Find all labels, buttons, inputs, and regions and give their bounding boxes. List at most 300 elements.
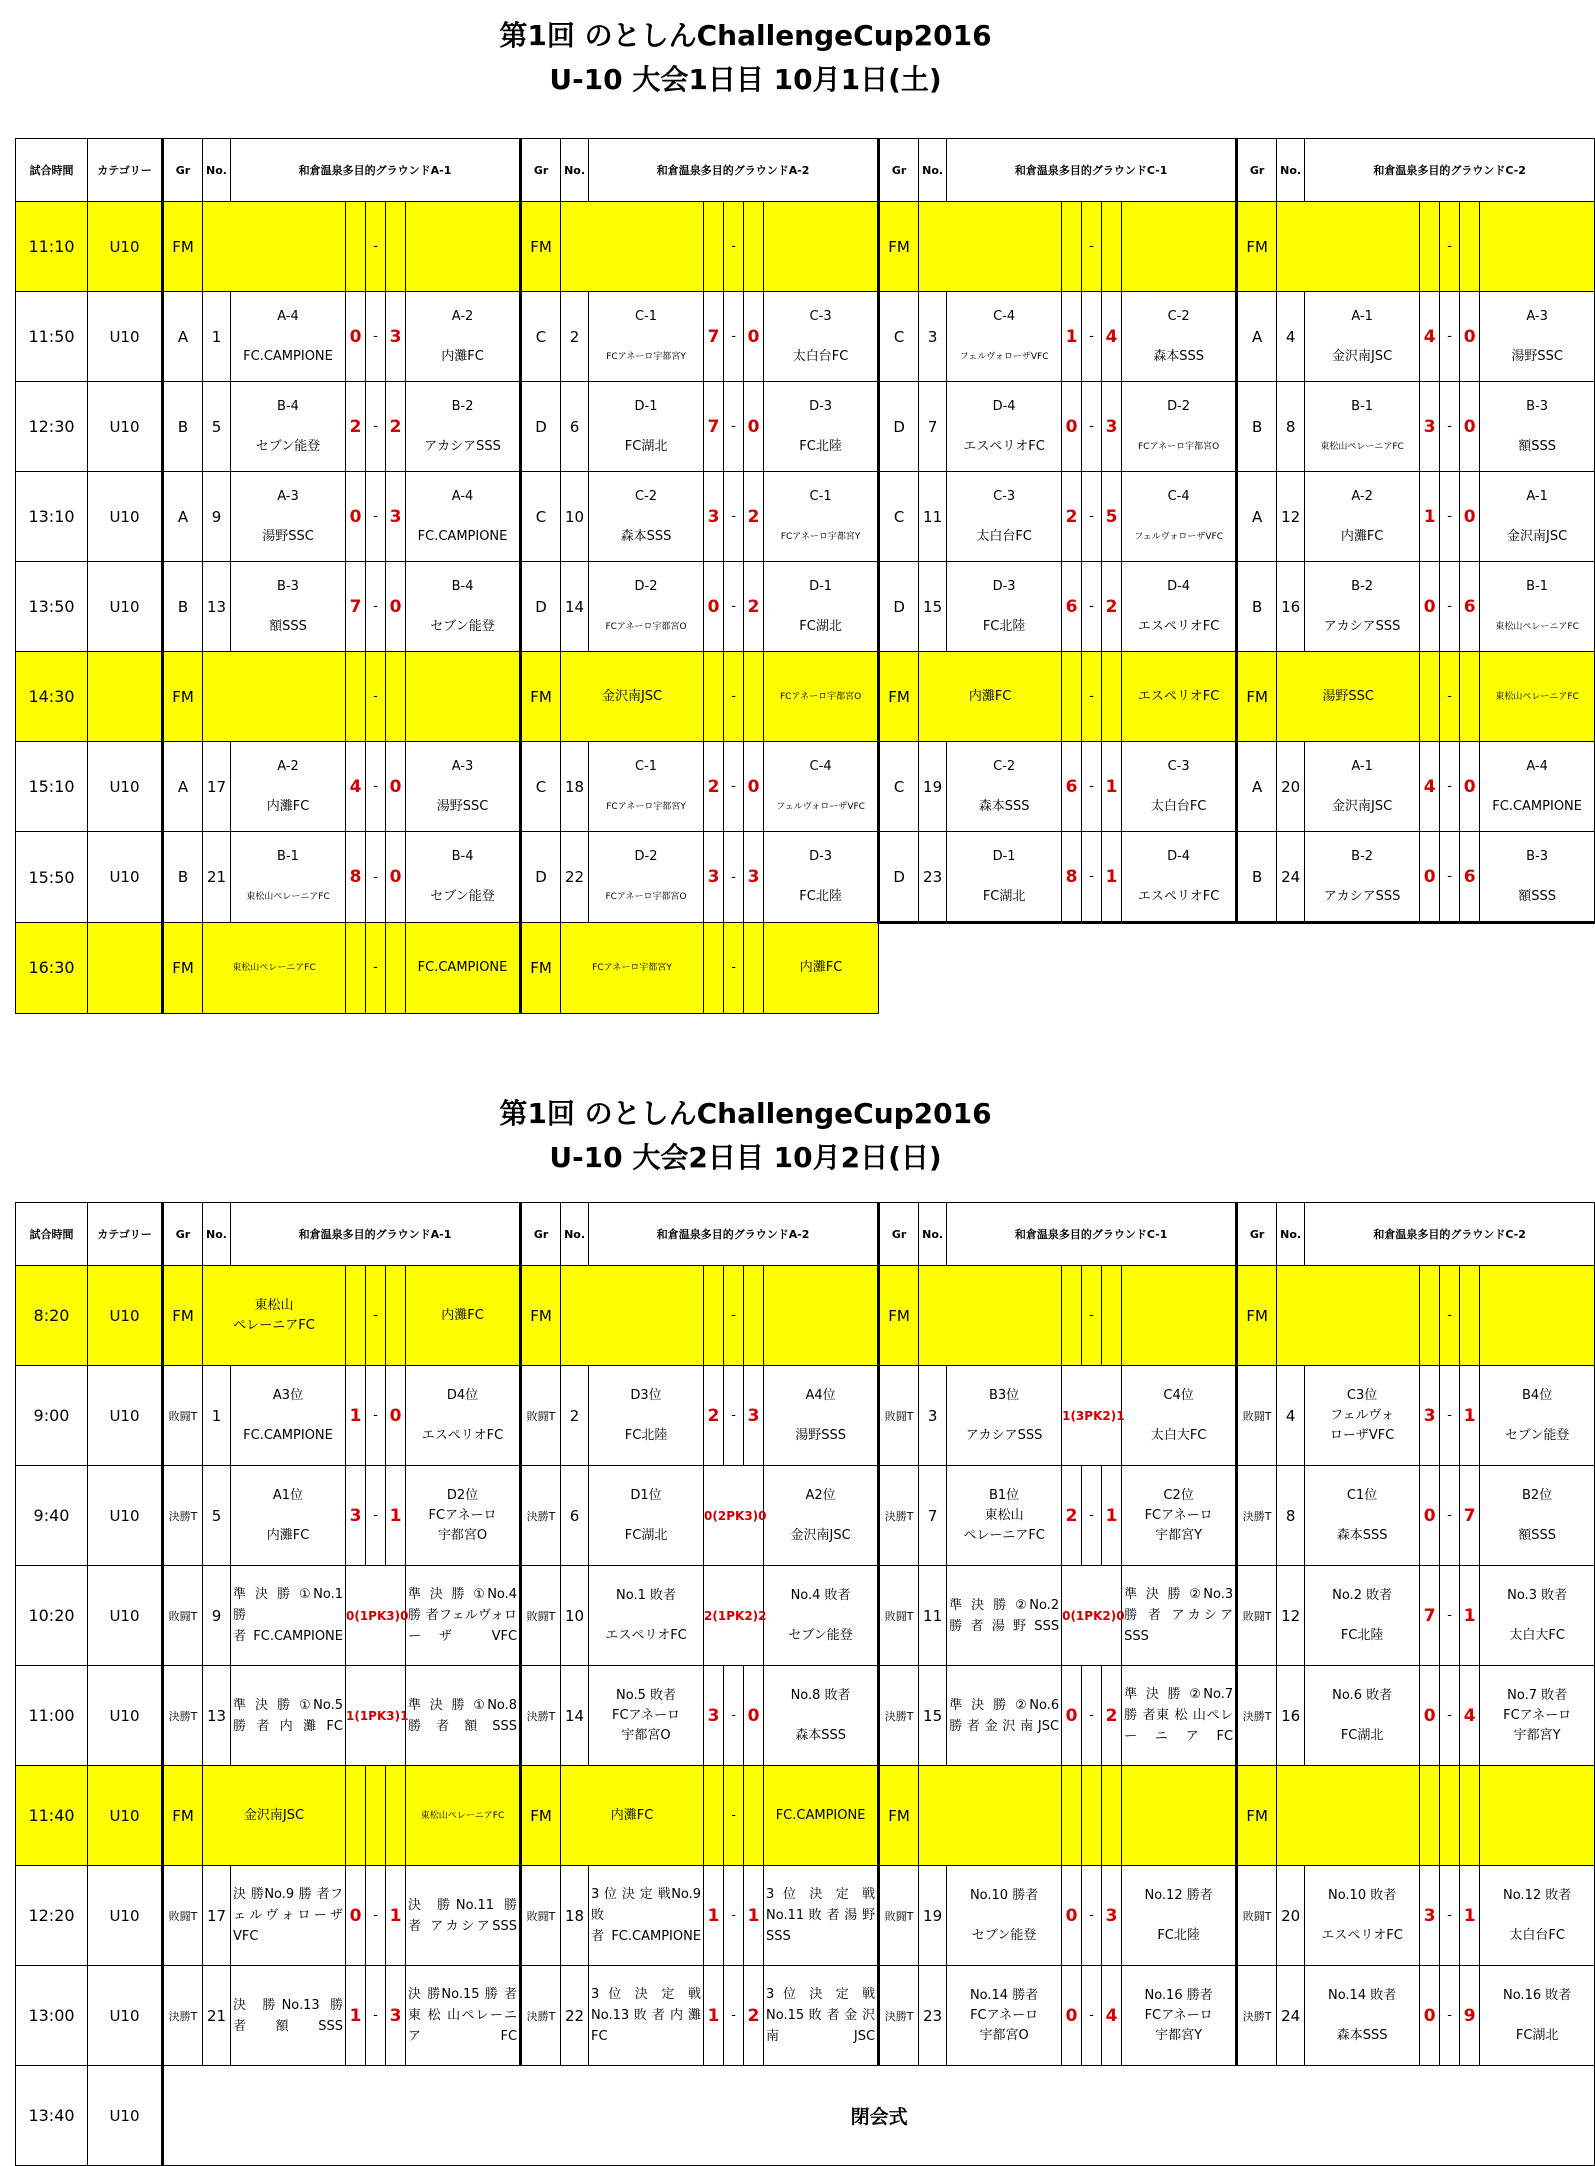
score-cell: [1102, 202, 1122, 292]
header-no: No.: [1277, 1203, 1305, 1266]
score-dash: -: [366, 923, 386, 1014]
score-dash: -: [366, 832, 386, 923]
score-dash: -: [1440, 1466, 1460, 1566]
away-score: 1: [1102, 1466, 1122, 1566]
team-name: 3 位 決 定 戦No.13 敗 者 内 灘 FC: [589, 1966, 704, 2066]
score-cell: [1102, 1766, 1122, 1866]
team-name: C3位 フェルヴォ ローザVFC: [1305, 1366, 1420, 1466]
score-cell: [1062, 202, 1082, 292]
team-name: A-2 内灘FC: [231, 742, 346, 832]
match-time: 12:20: [16, 1866, 88, 1966]
match-number: 6: [561, 382, 589, 472]
match-time: 11:10: [16, 202, 88, 292]
team-name: A-3 湯野SSC: [231, 472, 346, 562]
match-number: 8: [1277, 1466, 1305, 1566]
match-group: FM: [1237, 652, 1277, 742]
team-name: A-4 FC.CAMPIONE: [406, 472, 521, 562]
home-score: 1: [346, 1966, 366, 2066]
match-number: 4: [1277, 1366, 1305, 1466]
match-category: U10: [88, 2066, 163, 2166]
team-name: No.12 勝者 FC北陸: [1122, 1866, 1237, 1966]
match-number: 3: [919, 292, 947, 382]
team-name: 準 決 勝 ①No.4 勝 者フェルヴォローザ VFC: [406, 1566, 521, 1666]
match-number: 2: [561, 1366, 589, 1466]
team-name: B-2 アカシアSSS: [406, 382, 521, 472]
team-name: C-1 FCアネーロ宇都宮Y: [589, 292, 704, 382]
score-cell: [1062, 1766, 1082, 1866]
score-cell: [1460, 1266, 1480, 1366]
team-name: 準 決 勝 ①No.1 勝 者 FC.CAMPIONE: [231, 1566, 346, 1666]
header-no: No.: [561, 139, 589, 202]
team-cell: [406, 652, 521, 742]
team-name: 東松山ペレーニアFC: [406, 1766, 521, 1866]
team-name: 東松山ペレーニアFC: [203, 923, 346, 1014]
team-cell: [203, 202, 346, 292]
match-group: FM: [521, 1766, 561, 1866]
match-number: 9: [203, 472, 231, 562]
away-score: 4: [1102, 1966, 1122, 2066]
match-group: C: [879, 472, 919, 562]
table-row: [16, 923, 1595, 1014]
score-cell: [346, 652, 366, 742]
match-number: 12: [1277, 472, 1305, 562]
team-cell: [1480, 202, 1595, 292]
header-no: No.: [919, 1203, 947, 1266]
team-name: B-3 額SSS: [1480, 382, 1595, 472]
score-dash: -: [1440, 1866, 1460, 1966]
day1-section: [0, 14, 1491, 102]
score-dash: -: [1082, 562, 1102, 652]
match-number: 17: [203, 742, 231, 832]
team-name: D1位 FC湖北: [589, 1466, 704, 1566]
match-score: 0(1PK2)0: [1062, 1566, 1122, 1666]
home-score: 7: [704, 382, 724, 472]
match-number: 23: [919, 832, 947, 923]
match-time: 11:00: [16, 1666, 88, 1766]
score-dash: -: [1082, 652, 1102, 742]
score-cell: [386, 1266, 406, 1366]
team-name: C4位 太白大FC: [1122, 1366, 1237, 1466]
team-cell: [764, 1266, 879, 1366]
score-cell: [386, 923, 406, 1014]
away-score: 0: [1460, 472, 1480, 562]
team-cell: [561, 202, 704, 292]
day2-title-line1: 第1回 のとしんChallengeCup2016: [499, 1097, 992, 1130]
day2-schedule-table: [15, 1202, 1595, 2166]
away-score: 3: [386, 1966, 406, 2066]
team-name: B4位 セブン能登: [1480, 1366, 1595, 1466]
team-name: 準 決 勝 ②No.6 勝 者 金 沢 南 JSC: [947, 1666, 1062, 1766]
match-category: U10: [88, 292, 163, 382]
team-name: D-2 FCアネーロ宇都宮O: [589, 562, 704, 652]
team-cell: [919, 202, 1062, 292]
team-name: No.7 敗者 FCアネーロ 宇都宮Y: [1480, 1666, 1595, 1766]
match-group: A: [163, 742, 203, 832]
team-name: A-3 湯野SSC: [406, 742, 521, 832]
match-number: 15: [919, 562, 947, 652]
header-group: Gr: [1237, 139, 1277, 202]
match-group: 敗闘T: [1237, 1366, 1277, 1466]
header-ground-a2: 和倉温泉多目的グラウンドA-2: [589, 1203, 879, 1266]
match-group: 敗闘T: [521, 1366, 561, 1466]
match-score: 2(1PK2)2: [704, 1566, 764, 1666]
score-cell: [744, 923, 764, 1014]
score-cell: [704, 923, 724, 1014]
team-name: A-1 金沢南JSC: [1305, 742, 1420, 832]
match-number: 19: [919, 742, 947, 832]
team-name: B-4 セブン能登: [231, 382, 346, 472]
table-row: [16, 1466, 1595, 1566]
score-dash: -: [1082, 832, 1102, 923]
match-number: 5: [203, 1466, 231, 1566]
score-cell: [346, 202, 366, 292]
match-group: FM: [521, 202, 561, 292]
header-time: 試合時間: [16, 1203, 88, 1266]
team-name: D-3 FC北陸: [947, 562, 1062, 652]
score-dash: -: [724, 1666, 744, 1766]
score-cell: [386, 652, 406, 742]
header-ground-c2: 和倉温泉多目的グラウンドC-2: [1305, 139, 1595, 202]
team-name: FC.CAMPIONE: [764, 1766, 879, 1866]
match-number: 23: [919, 1966, 947, 2066]
score-cell: [346, 1266, 366, 1366]
home-score: 2: [704, 742, 724, 832]
score-dash: -: [1082, 1266, 1102, 1366]
day2-section: [0, 1092, 1491, 1180]
team-name: No.3 敗者 太白大FC: [1480, 1566, 1595, 1666]
away-score: 0: [744, 742, 764, 832]
score-dash: -: [366, 1466, 386, 1566]
match-group: D: [521, 382, 561, 472]
away-score: 0: [744, 1666, 764, 1766]
team-name: No.4 敗者 セブン能登: [764, 1566, 879, 1666]
match-category: U10: [88, 382, 163, 472]
table-row: [16, 1366, 1595, 1466]
score-cell: [744, 1766, 764, 1866]
team-name: エスペリオFC: [1122, 652, 1237, 742]
away-score: 2: [1102, 1666, 1122, 1766]
away-score: 1: [1102, 832, 1122, 923]
team-name: D-3 FC北陸: [764, 382, 879, 472]
team-name: 準 決 勝 ②No.3 勝 者 アカシアSSS: [1122, 1566, 1237, 1666]
team-name: C-2 森本SSS: [1122, 292, 1237, 382]
header-ground-a2: 和倉温泉多目的グラウンドA-2: [589, 139, 879, 202]
score-dash: -: [366, 562, 386, 652]
match-number: 14: [561, 1666, 589, 1766]
away-score: 5: [1102, 472, 1122, 562]
team-name: 決 勝No.13 勝 者 額 SSS: [231, 1966, 346, 2066]
match-time: 14:30: [16, 652, 88, 742]
match-group: 敗闘T: [521, 1566, 561, 1666]
team-name: B2位 額SSS: [1480, 1466, 1595, 1566]
match-category: U10: [88, 1966, 163, 2066]
match-time: 13:50: [16, 562, 88, 652]
match-group: FM: [879, 652, 919, 742]
score-dash: -: [1440, 1266, 1460, 1366]
team-cell: [561, 1266, 704, 1366]
match-group: 決勝T: [879, 1466, 919, 1566]
team-cell: [919, 1266, 1062, 1366]
match-group: 敗闘T: [879, 1566, 919, 1666]
header-category: カテゴリー: [88, 1203, 163, 1266]
match-group: FM: [163, 1766, 203, 1866]
match-group: FM: [879, 1266, 919, 1366]
team-name: C2位 FCアネーロ 宇都宮Y: [1122, 1466, 1237, 1566]
home-score: 8: [346, 832, 366, 923]
home-score: 2: [704, 1366, 724, 1466]
home-score: 0: [1062, 382, 1082, 472]
score-dash: -: [724, 1266, 744, 1366]
home-score: 6: [1062, 742, 1082, 832]
team-name: D-4 エスペリオFC: [947, 382, 1062, 472]
team-name: 準 決 勝 ①No.5 勝 者 内 灘 FC: [231, 1666, 346, 1766]
header-category: カテゴリー: [88, 139, 163, 202]
score-dash: -: [724, 832, 744, 923]
match-group: FM: [521, 923, 561, 1014]
match-group: FM: [1237, 1766, 1277, 1866]
home-score: 0: [346, 292, 366, 382]
match-number: 20: [1277, 1866, 1305, 1966]
team-name: No.2 敗者 FC北陸: [1305, 1566, 1420, 1666]
score-dash: -: [366, 1966, 386, 2066]
team-name: 3 位 決 定 戦No.15 敗 者 金 沢 南 JSC: [764, 1966, 879, 2066]
team-cell: [203, 652, 346, 742]
match-group: FM: [163, 202, 203, 292]
match-number: 8: [1277, 382, 1305, 472]
match-time: 12:30: [16, 382, 88, 472]
table-row: [16, 1566, 1595, 1666]
header-group: Gr: [521, 139, 561, 202]
match-number: 6: [561, 1466, 589, 1566]
match-number: 11: [919, 1566, 947, 1666]
team-name: 内灘FC: [919, 652, 1062, 742]
table-row: [16, 832, 1595, 923]
away-score: 0: [744, 382, 764, 472]
score-cell: [704, 202, 724, 292]
match-group: 決勝T: [163, 1966, 203, 2066]
header-group: Gr: [879, 139, 919, 202]
header-ground-a1: 和倉温泉多目的グラウンドA-1: [231, 139, 521, 202]
score-cell: [1102, 652, 1122, 742]
home-score: 0: [1420, 562, 1440, 652]
home-score: 0: [1062, 1866, 1082, 1966]
match-group: A: [1237, 292, 1277, 382]
match-group: D: [879, 382, 919, 472]
match-number: 17: [203, 1866, 231, 1966]
team-name: A-1 金沢南JSC: [1305, 292, 1420, 382]
away-score: 6: [1460, 562, 1480, 652]
team-name: C-1 FCアネーロ宇都宮Y: [589, 742, 704, 832]
match-number: 13: [203, 1666, 231, 1766]
match-group: FM: [163, 1266, 203, 1366]
home-score: 8: [1062, 832, 1082, 923]
match-time: 15:50: [16, 832, 88, 923]
home-score: 4: [346, 742, 366, 832]
team-name: A1位 内灘FC: [231, 1466, 346, 1566]
away-score: 4: [1102, 292, 1122, 382]
team-name: D-4 エスペリオFC: [1122, 562, 1237, 652]
home-score: 2: [1062, 1466, 1082, 1566]
score-cell: [1460, 652, 1480, 742]
match-group: A: [1237, 472, 1277, 562]
away-score: 2: [1102, 562, 1122, 652]
team-name: 東松山 ペレーニアFC: [203, 1266, 346, 1366]
header-ground-c1: 和倉温泉多目的グラウンドC-1: [947, 139, 1237, 202]
team-name: No.1 敗者 エスペリオFC: [589, 1566, 704, 1666]
match-group: D: [879, 562, 919, 652]
team-cell: [1480, 1766, 1595, 1866]
score-cell: [1082, 1766, 1102, 1866]
team-name: No.12 敗者 太白台FC: [1480, 1866, 1595, 1966]
score-dash: -: [724, 1366, 744, 1466]
score-dash: -: [366, 472, 386, 562]
score-dash: -: [1082, 292, 1102, 382]
away-score: 9: [1460, 1966, 1480, 2066]
match-group: 決勝T: [879, 1966, 919, 2066]
score-cell: [346, 1766, 366, 1866]
away-score: 1: [386, 1466, 406, 1566]
away-score: 6: [1460, 832, 1480, 923]
away-score: 3: [386, 292, 406, 382]
home-score: 0: [1062, 1666, 1082, 1766]
score-cell: [1420, 202, 1440, 292]
header-time: 試合時間: [16, 139, 88, 202]
score-dash: -: [366, 1866, 386, 1966]
match-number: 24: [1277, 1966, 1305, 2066]
team-cell: [1480, 1266, 1595, 1366]
away-score: 3: [386, 472, 406, 562]
away-score: 2: [744, 1966, 764, 2066]
score-dash: -: [1440, 832, 1460, 923]
match-group: FM: [163, 923, 203, 1014]
match-time: 16:30: [16, 923, 88, 1014]
team-name: D-2 FCアネーロ宇都宮O: [1122, 382, 1237, 472]
team-name: A3位 FC.CAMPIONE: [231, 1366, 346, 1466]
score-dash: -: [366, 742, 386, 832]
match-time: 15:10: [16, 742, 88, 832]
home-score: 0: [1062, 1966, 1082, 2066]
day1-title-line2: U-10 大会1日目 10月1日(土): [549, 63, 942, 96]
team-name: No.8 敗者 森本SSS: [764, 1666, 879, 1766]
away-score: 1: [1460, 1566, 1480, 1666]
match-number: 1: [203, 292, 231, 382]
match-group: FM: [1237, 202, 1277, 292]
home-score: 2: [1062, 472, 1082, 562]
match-group: 敗闘T: [1237, 1566, 1277, 1666]
table-row: [16, 2066, 1595, 2166]
match-group: B: [1237, 562, 1277, 652]
score-cell: [704, 652, 724, 742]
match-group: 決勝T: [1237, 1666, 1277, 1766]
team-name: C-4 フェルヴォローザVFC: [764, 742, 879, 832]
header-group: Gr: [879, 1203, 919, 1266]
match-group: B: [163, 562, 203, 652]
match-number: 7: [919, 1466, 947, 1566]
match-group: FM: [879, 1766, 919, 1866]
team-name: B-4 セブン能登: [406, 562, 521, 652]
score-dash: -: [1440, 652, 1460, 742]
table-row: [16, 1866, 1595, 1966]
home-score: 1: [704, 1966, 724, 2066]
team-name: B-2 アカシアSSS: [1305, 832, 1420, 923]
team-name: D3位 FC北陸: [589, 1366, 704, 1466]
away-score: 0: [386, 742, 406, 832]
header-no: No.: [203, 1203, 231, 1266]
team-name: C1位 森本SSS: [1305, 1466, 1420, 1566]
score-cell: [1062, 1266, 1082, 1366]
header-no: No.: [203, 139, 231, 202]
match-number: 22: [561, 832, 589, 923]
team-name: 3 位 決 定 戦No.9 敗 者 FC.CAMPIONE: [589, 1866, 704, 1966]
home-score: 3: [1420, 1866, 1440, 1966]
header-ground-c1: 和倉温泉多目的グラウンドC-1: [947, 1203, 1237, 1266]
score-dash: -: [724, 472, 744, 562]
score-cell: [744, 1266, 764, 1366]
score-dash: -: [1440, 472, 1460, 562]
score-dash: -: [366, 1366, 386, 1466]
home-score: 3: [704, 472, 724, 562]
team-cell: [764, 202, 879, 292]
score-dash: -: [724, 292, 744, 382]
team-name: C-2 森本SSS: [947, 742, 1062, 832]
home-score: 3: [704, 832, 724, 923]
empty-area: [879, 923, 1595, 1014]
match-group: C: [879, 292, 919, 382]
team-name: No.16 勝者 FCアネーロ 宇都宮Y: [1122, 1966, 1237, 2066]
team-name: No.10 敗者 エスペリオFC: [1305, 1866, 1420, 1966]
match-category: U10: [88, 742, 163, 832]
score-dash: -: [366, 1266, 386, 1366]
match-time: 9:40: [16, 1466, 88, 1566]
away-score: 0: [1460, 292, 1480, 382]
score-dash: -: [1440, 382, 1460, 472]
score-cell: [1420, 1266, 1440, 1366]
score-dash: -: [1440, 562, 1460, 652]
away-score: 7: [1460, 1466, 1480, 1566]
score-dash: -: [724, 1766, 744, 1866]
score-dash: -: [1440, 1966, 1460, 2066]
match-number: 21: [203, 832, 231, 923]
match-group: FM: [1237, 1266, 1277, 1366]
away-score: 0: [1460, 382, 1480, 472]
score-dash: -: [366, 292, 386, 382]
score-dash: -: [1082, 472, 1102, 562]
match-number: 11: [919, 472, 947, 562]
match-time: 11:40: [16, 1766, 88, 1866]
match-number: 1: [203, 1366, 231, 1466]
match-group: FM: [521, 1266, 561, 1366]
team-name: FCアネーロ宇都宮Y: [561, 923, 704, 1014]
header-row: [16, 139, 1595, 202]
team-name: 東松山ペレーニアFC: [1480, 652, 1595, 742]
match-group: 敗闘T: [163, 1866, 203, 1966]
match-group: D: [521, 562, 561, 652]
day1-schedule-table: [15, 138, 1595, 1014]
home-score: 6: [1062, 562, 1082, 652]
team-name: C-3 太白台FC: [1122, 742, 1237, 832]
team-name: B-3 額SSS: [1480, 832, 1595, 923]
team-cell: [1277, 1266, 1420, 1366]
match-number: 4: [1277, 292, 1305, 382]
team-name: 決 勝No.9 勝 者フェルヴォローザ VFC: [231, 1866, 346, 1966]
match-group: B: [1237, 382, 1277, 472]
header-group: Gr: [163, 1203, 203, 1266]
match-category: U10: [88, 1566, 163, 1666]
match-number: 9: [203, 1566, 231, 1666]
score-cell: [386, 1766, 406, 1866]
away-score: 2: [744, 472, 764, 562]
score-dash: -: [724, 742, 744, 832]
